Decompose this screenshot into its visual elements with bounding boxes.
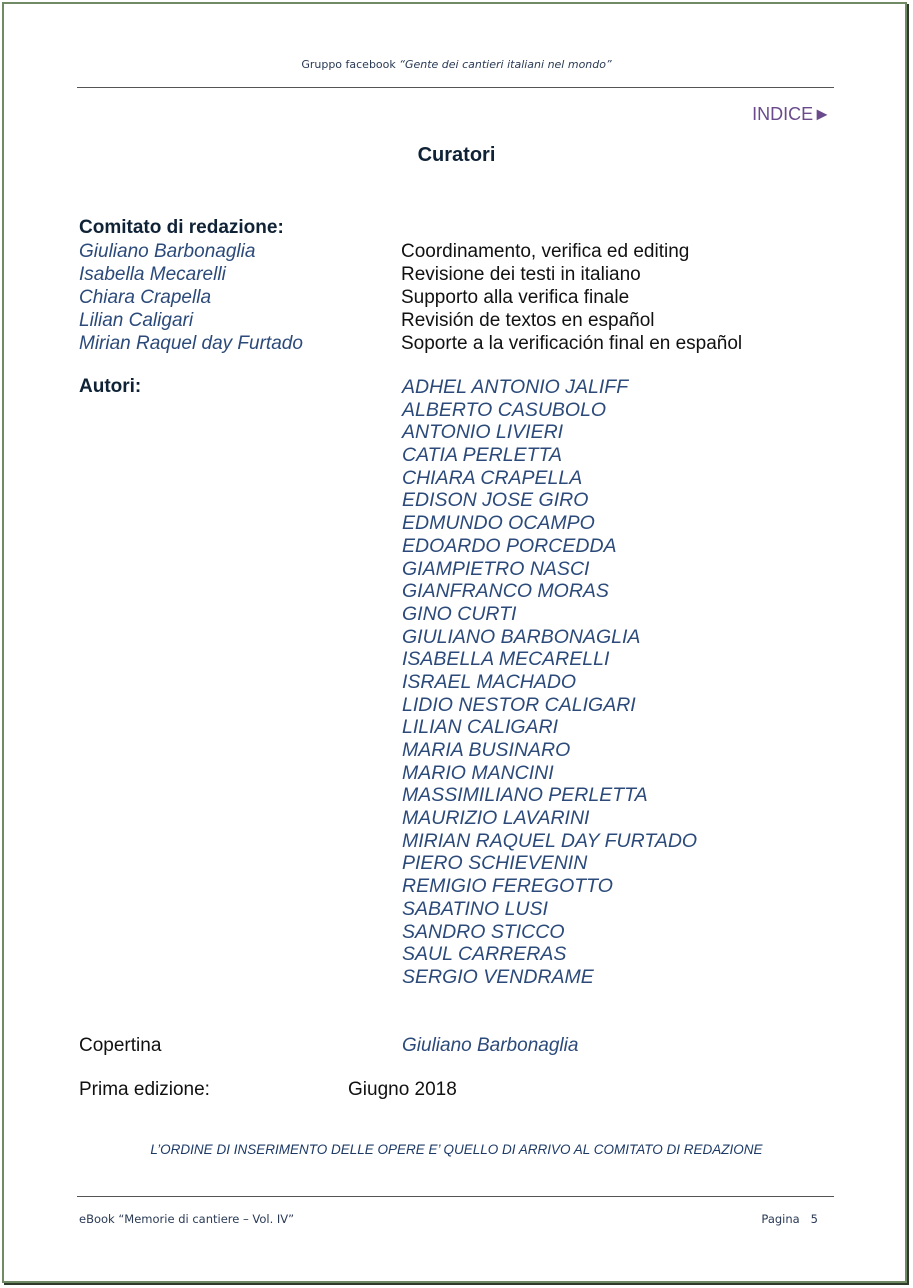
committee-member — [79, 309, 839, 332]
committee-member — [79, 286, 839, 309]
author-item: SAUL CARRERAS — [402, 943, 567, 966]
author-item: PIERO SCHIEVENIN — [402, 852, 588, 875]
member-role: Supporto alla verifica finale — [401, 287, 630, 308]
author-item: GIANFRANCO MORAS — [402, 580, 609, 603]
author-item: GINO CURTI — [402, 602, 517, 625]
author-item: MIRIAN RAQUEL DAY FURTADO — [402, 829, 698, 852]
author-item: EDMUNDO OCAMPO — [402, 512, 595, 535]
member-name: Chiara Crapella — [79, 287, 212, 308]
author-item: MAURIZIO LAVARINI — [402, 807, 590, 830]
member-name: Isabella Mecarelli — [79, 264, 226, 285]
author-item: EDOARDO PORCEDDA — [402, 534, 617, 557]
author-item: SABATINO LUSI — [402, 897, 548, 920]
page-title: Curatori — [417, 144, 496, 166]
member-role: Coordinamento, verifica ed editing — [401, 241, 690, 262]
author-item: ISRAEL MACHADO — [402, 670, 577, 693]
member-name: Mirian Raquel day Furtado — [79, 333, 303, 354]
member-role: Soporte a la verificación final en español — [401, 333, 743, 354]
running-header — [0, 58, 913, 71]
footer-rule — [77, 1196, 834, 1197]
author-item: LIDIO NESTOR CALIGARI — [402, 693, 636, 716]
edition-label: Prima edizione: — [79, 1079, 210, 1100]
author-item: SERGIO VENDRAME — [402, 965, 594, 988]
header-rule — [77, 87, 834, 88]
cover-value: Giuliano Barbonaglia — [402, 1035, 579, 1056]
committee-label: Comitato di redazione: — [79, 217, 284, 238]
committee-member — [79, 332, 839, 355]
author-item: ADHEL ANTONIO JALIFF — [402, 376, 629, 398]
order-note: L’ORDINE DI INSERIMENTO DELLE OPERE E’ QUELLO DI ARRIVO AL COMITATO DI REDAZIONE — [150, 1142, 763, 1157]
member-role: Revisione dei testi in italiano — [401, 264, 641, 285]
member-name: Lilian Caligari — [79, 310, 194, 331]
author-item: ALBERTO CASUBOLO — [402, 398, 607, 421]
member-name: Giuliano Barbonaglia — [79, 241, 256, 262]
footer-book-title: eBook “Memorie di cantiere – Vol. IV” — [79, 1212, 295, 1226]
footer-page-number — [761, 1212, 818, 1226]
author-item: GIULIANO BARBONAGLIA — [402, 625, 641, 648]
committee-member — [79, 263, 839, 286]
committee-member — [79, 240, 839, 263]
header-prefix: Gruppo facebook — [301, 58, 400, 71]
member-role: Revisión de textos en español — [401, 310, 655, 331]
author-item: GIAMPIETRO NASCI — [402, 557, 590, 580]
authors-list — [402, 376, 697, 989]
author-item: ISABELLA MECARELLI — [402, 648, 610, 671]
indice-link[interactable]: INDICE► — [752, 104, 831, 124]
author-item: EDISON JOSE GIRO — [402, 489, 589, 512]
header-group-name: “Gente dei cantieri italiani nel mondo” — [399, 58, 612, 71]
author-item: CHIARA CRAPELLA — [402, 466, 583, 489]
author-item: SANDRO STICCO — [402, 920, 565, 943]
author-item: LILIAN CALIGARI — [402, 716, 559, 739]
author-item: ANTONIO LIVIERI — [402, 421, 564, 444]
edition-value: Giugno 2018 — [348, 1079, 457, 1100]
page-label: Pagina 5 — [761, 1212, 818, 1226]
author-item: MARIA BUSINARO — [402, 739, 571, 761]
committee-list — [79, 240, 839, 355]
author-item: MASSIMILIANO PERLETTA — [402, 784, 648, 807]
author-item: CATIA PERLETTA — [402, 444, 562, 467]
author-item: REMIGIO FEREGOTTO — [402, 875, 613, 898]
authors-label: Autori: — [79, 376, 142, 397]
author-item: MARIO MANCINI — [402, 761, 554, 784]
cover-label: Copertina — [79, 1035, 162, 1056]
